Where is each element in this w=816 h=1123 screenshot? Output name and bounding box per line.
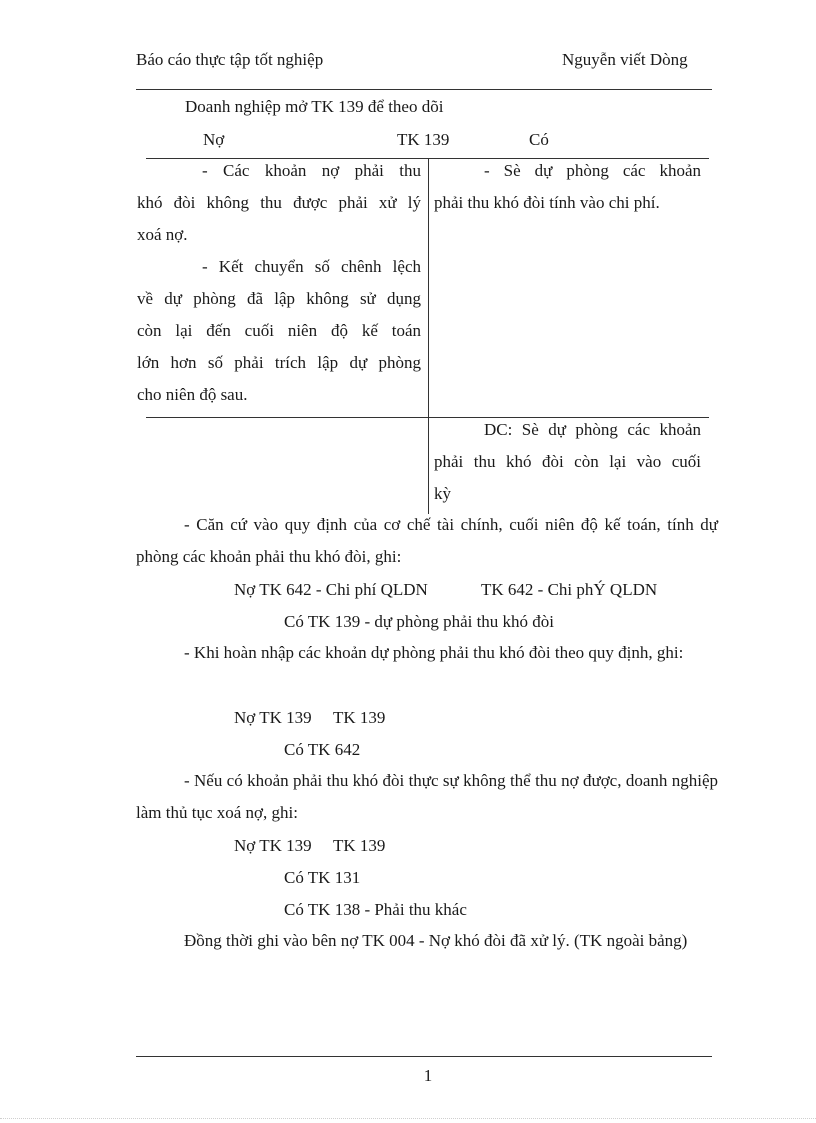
debit-line: cho niên độ sau. — [137, 385, 248, 404]
header-left-title: Báo cáo thực tập tốt nghiệp — [136, 50, 324, 69]
body-paragraph: - Nếu có khoản phải thu khó đòi thực sự không thể thu nợ được, doanh nghiệp làm thủ tục xoá nợ, ghi: — [136, 771, 718, 822]
body-paragraph: - Khi hoàn nhập các khoản dự phòng phải thu khó đòi theo quy định, ghi: — [184, 643, 684, 662]
debit-line: - Các khoản nợ phải thu — [202, 161, 421, 180]
debit-line: - Kết chuyển số chênh lệch — [202, 257, 421, 276]
entry-debit: Nợ TK 139 — [234, 836, 312, 855]
balance-line: phải thu khó đòi còn lại vào cuối — [434, 452, 701, 471]
t-account-balance-rule — [146, 417, 709, 418]
entry-credit: Có TK 139 - dự phòng phải thu khó đòi — [284, 612, 555, 631]
debit-line: về dự phòng đã lập không sử dụng — [137, 289, 421, 308]
entry-debit: Nợ TK 139 — [234, 708, 312, 727]
entry-note: TK 139 — [333, 836, 386, 855]
debit-line: khó đòi không thu được phải xử lý — [137, 193, 421, 212]
debit-line: còn lại đến cuối niên độ kế toán — [137, 321, 421, 340]
debit-line: lớn hơn số phải trích lập dự phòng — [137, 353, 421, 372]
entry-credit: Có TK 642 — [284, 740, 361, 759]
t-account-divider — [428, 158, 429, 514]
header-right-author: Nguyễn viết Dòng — [562, 50, 688, 69]
credit-line: phải thu khó đòi tính vào chi phí. — [434, 193, 660, 212]
entry-credit: Có TK 131 — [284, 868, 361, 887]
t-account-credit-label: Có — [529, 130, 549, 149]
balance-line: DC: Sè dự phòng các khoản — [484, 420, 701, 439]
entry-note: TK 139 — [333, 708, 386, 727]
page-number: 1 — [423, 1066, 433, 1085]
entry-debit: Nợ TK 642 - Chi phí QLDN — [234, 580, 428, 599]
debit-line: xoá nợ. — [137, 225, 188, 244]
credit-line: - Sè dự phòng các khoản — [484, 161, 701, 180]
entry-credit: Có TK 138 - Phải thu khác — [284, 900, 467, 919]
footer-rule — [136, 1056, 712, 1057]
intro-text: Doanh nghiệp mở TK 139 để theo dõi — [185, 97, 444, 116]
entry-note: TK 642 - Chi phÝ QLDN — [481, 580, 658, 599]
page-edge — [0, 1118, 816, 1119]
body-paragraph: - Căn cứ vào quy định của cơ chế tài chính, cuối niên độ kế toán, tính dự phòng các khoản phải thu khó đòi, ghi: — [136, 515, 718, 566]
body-paragraph: Đồng thời ghi vào bên nợ TK 004 - Nợ khó đòi đã xử lý. (TK ngoài bảng) — [184, 931, 688, 950]
balance-line: kỳ — [434, 484, 451, 503]
t-account-title: TK 139 — [397, 130, 450, 149]
header-rule — [136, 89, 712, 90]
t-account-debit-label: Nợ — [203, 130, 225, 149]
